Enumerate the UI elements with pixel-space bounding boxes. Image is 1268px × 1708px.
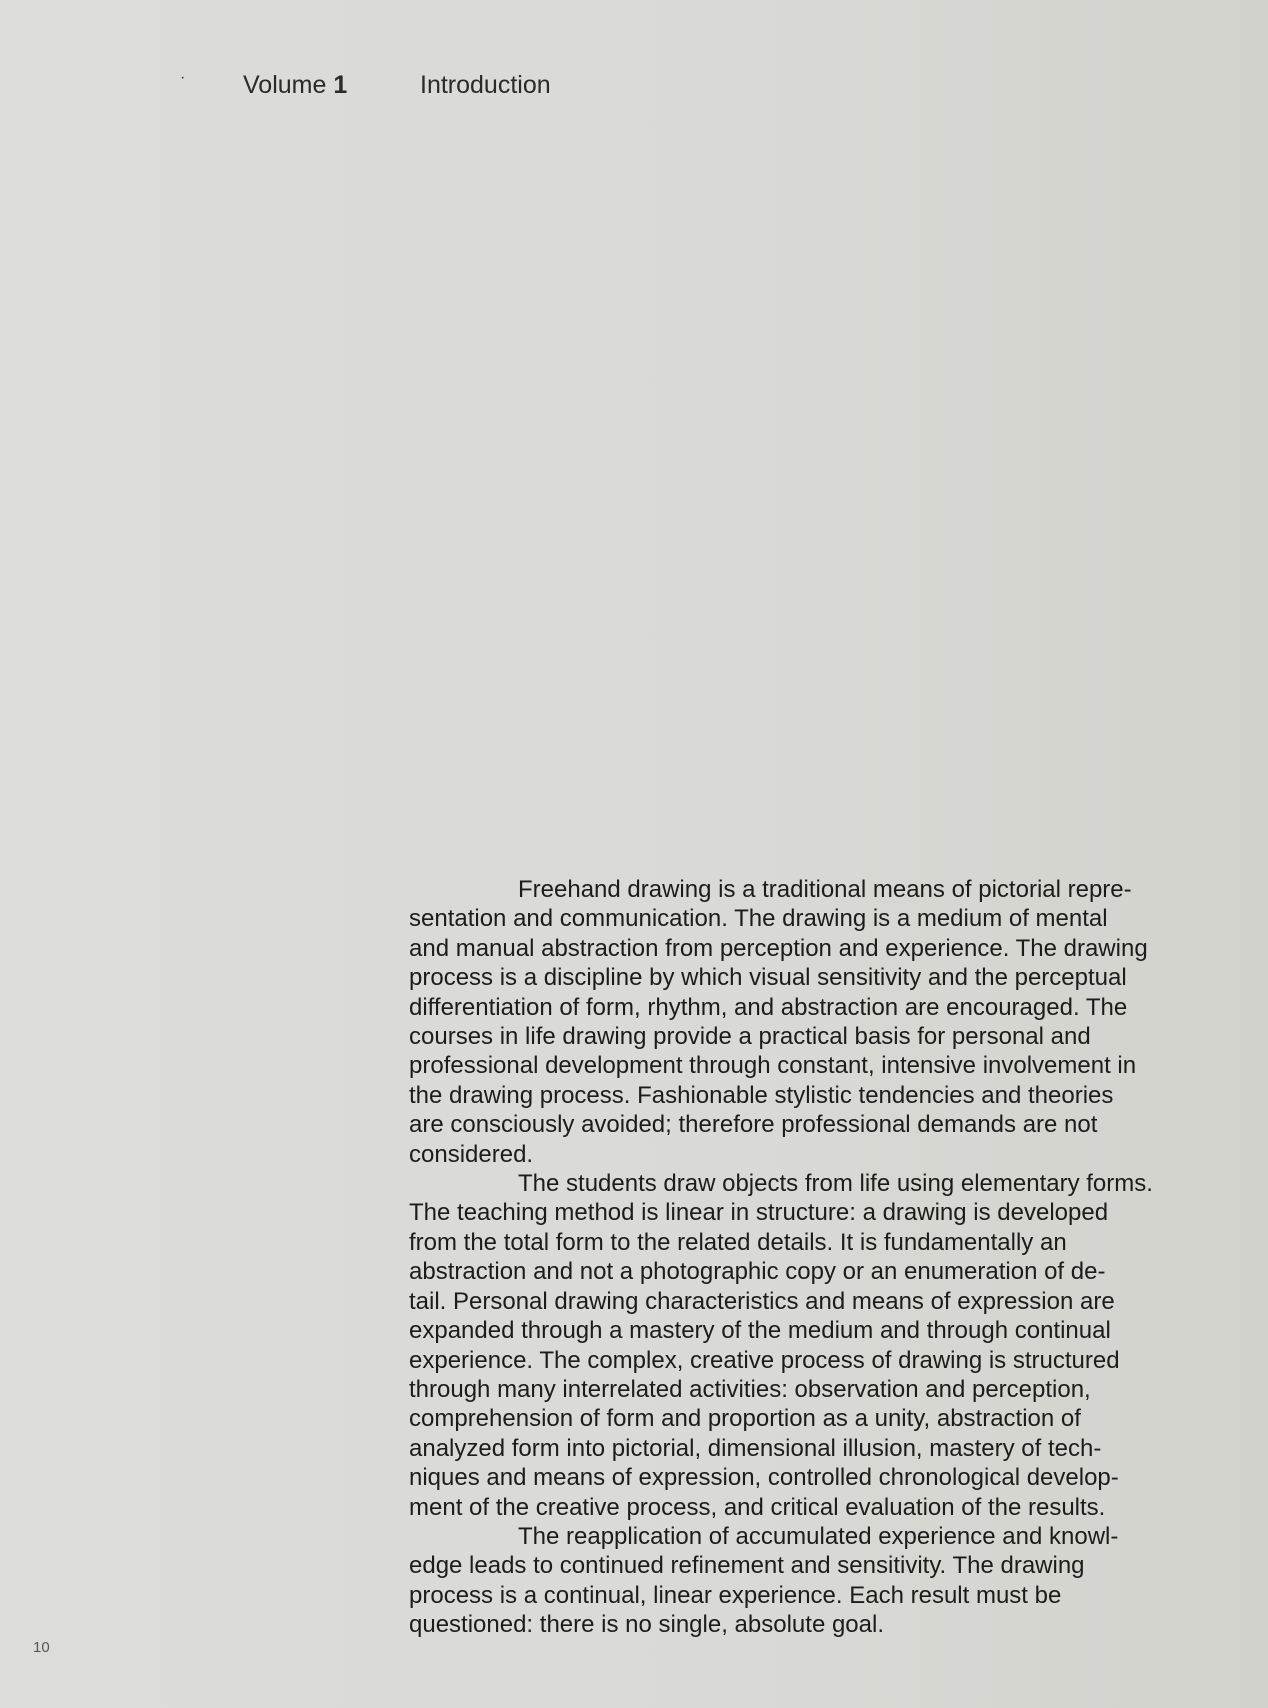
volume-number: 1 — [333, 71, 348, 99]
text-line: tail. Personal drawing characteristics and means of expression are — [409, 1287, 1115, 1315]
text-line: questioned: there is no single, absolute goal. — [409, 1611, 884, 1639]
text-line: differentiation of form, rhythm, and abstraction are encouraged. The — [409, 993, 1128, 1021]
text-line: expanded through a mastery of the medium and through continual — [409, 1317, 1111, 1345]
header-bullet: · — [180, 69, 186, 86]
text-line: and manual abstraction from perception and experience. The drawing — [409, 934, 1148, 962]
text-line: The reapplication of accumulated experience and knowl- — [518, 1522, 1119, 1550]
text-line: The students draw objects from life using elementary forms. — [518, 1170, 1153, 1198]
text-line: courses in life drawing provide a practical basis for personal and — [409, 1023, 1091, 1051]
text-line: niques and means of expression, controlled chronological develop- — [409, 1464, 1119, 1492]
text-line: process is a discipline by which visual sensitivity and the perceptual — [409, 964, 1127, 992]
text-line: from the total form to the related details. It is fundamentally an — [409, 1228, 1067, 1256]
text-line: edge leads to continued refinement and sensitivity. The drawing — [409, 1552, 1085, 1580]
text-line: sentation and communication. The drawing is a medium of mental — [409, 905, 1108, 933]
text-line: abstraction and not a photographic copy or an enumeration of de- — [409, 1258, 1106, 1286]
text-line: ment of the creative process, and critical evaluation of the results. — [409, 1493, 1106, 1521]
text-line: comprehension of form and proportion as a unity, abstraction of — [409, 1405, 1081, 1433]
text-line: professional development through constant, intensive involvement in — [409, 1052, 1137, 1080]
text-line: are consciously avoided; therefore professional demands are not — [409, 1111, 1098, 1139]
section-title: Introduction — [420, 71, 551, 99]
volume-label: Volume — [243, 71, 327, 99]
text-line: analyzed form into pictorial, dimensional illusion, mastery of tech- — [409, 1434, 1102, 1462]
text-line: experience. The complex, creative process of drawing is structured — [409, 1346, 1120, 1374]
text-line: Freehand drawing is a traditional means of pictorial repre- — [518, 876, 1132, 903]
text-line: considered. — [409, 1140, 534, 1168]
page-number: 10 — [33, 1639, 50, 1656]
introduction-text — [409, 875, 1249, 1640]
text-line: through many interrelated activities: observation and perception, — [409, 1375, 1091, 1403]
text-line: The teaching method is linear in structure: a drawing is developed — [409, 1199, 1109, 1227]
volume-heading — [243, 70, 347, 100]
text-line: process is a continual, linear experience. Each result must be — [409, 1581, 1062, 1609]
text-line: the drawing process. Fashionable stylistic tendencies and theories — [409, 1081, 1114, 1109]
